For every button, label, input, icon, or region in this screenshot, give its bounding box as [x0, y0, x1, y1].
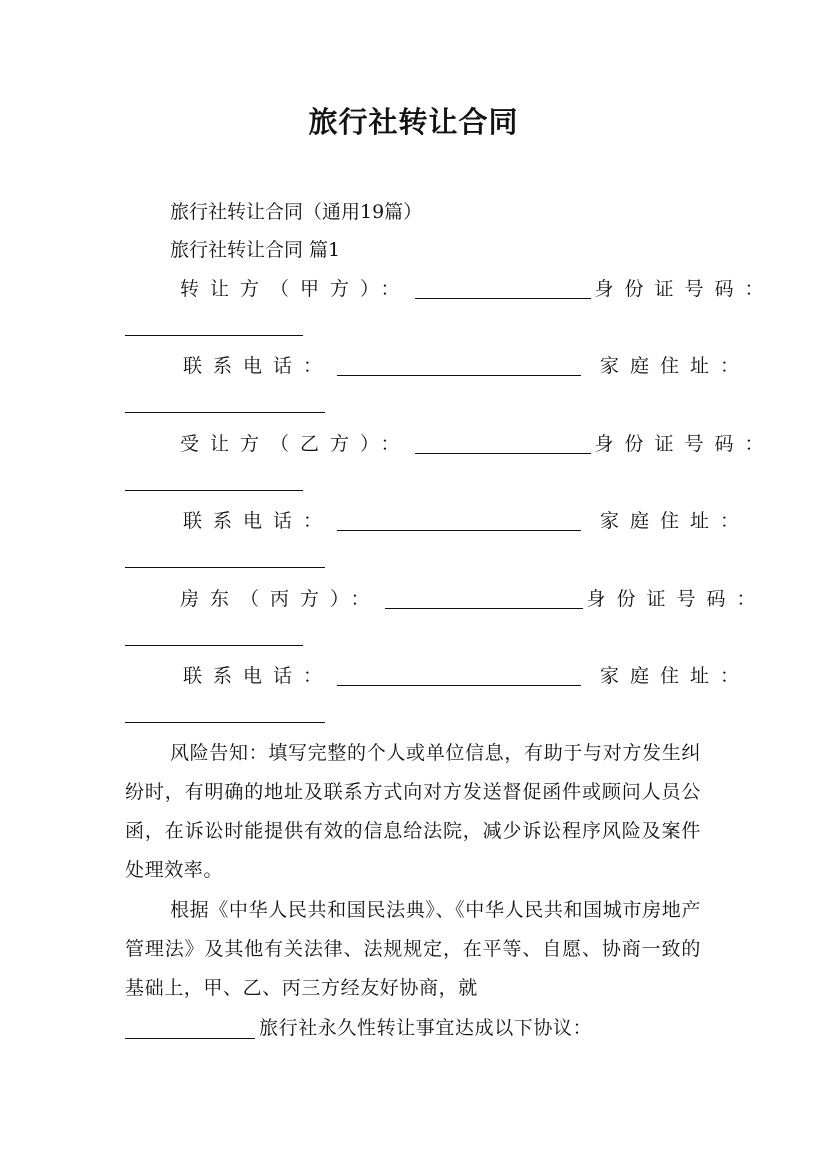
party-b-contact-row: [125, 506, 750, 536]
party-c-contact-row: [125, 661, 750, 691]
section-heading: 旅行社转让合同 篇1: [170, 239, 341, 261]
party-c-phone-blank[interactable]: [337, 663, 581, 686]
party-c-address-blank[interactable]: [125, 721, 325, 723]
party-b-address-blank[interactable]: [125, 566, 325, 568]
party-a-id-label: 身份证号码：: [594, 278, 775, 300]
party-a-id-blank[interactable]: [125, 334, 303, 336]
agency-name-blank[interactable]: [125, 1037, 255, 1039]
party-b-id-row: [125, 429, 775, 459]
party-a-address-blank[interactable]: [125, 411, 325, 413]
party-c-phone-label: 联系电话：: [183, 665, 334, 687]
party-c-id-label: 身份证号码：: [586, 588, 767, 610]
party-b-phone-blank[interactable]: [337, 508, 581, 531]
document-subtitle: 旅行社转让合同（通用19篇）: [170, 201, 423, 223]
party-c-id-row: [125, 584, 767, 614]
risk-notice-paragraph: 风险告知：填写完整的个人或单位信息，有助于与对方发生纠纷时，有明确的地址及联系方式向对方发送督促函件或顾问人员公函，在诉讼时能提供有效的信息给法院，减少诉讼程序风险及案件处理效率。: [125, 742, 701, 881]
party-a-name-blank[interactable]: [415, 276, 591, 299]
party-c-id-blank[interactable]: [125, 644, 303, 646]
party-b-id-label: 身份证号码：: [594, 433, 775, 455]
party-c-name-blank[interactable]: [385, 586, 583, 609]
basis-paragraph: 根据《中华人民共和国民法典》、《中华人民共和国城市房地产管理法》及其他有关法律、法规规定，在平等、自愿、协商一致的基础上，甲、乙、丙三方经友好协商，就: [125, 899, 701, 999]
party-a-label: 转让方（甲方）：: [180, 278, 411, 300]
party-b-id-blank[interactable]: [125, 489, 303, 491]
party-c-address-label: 家庭住址：: [599, 665, 750, 687]
party-b-address-label: 家庭住址：: [599, 510, 750, 532]
party-b-label: 受让方（乙方）：: [180, 433, 411, 455]
basis-tail: 旅行社永久性转让事宜达成以下协议：: [259, 1017, 593, 1039]
party-a-id-row: [125, 274, 775, 304]
party-b-name-blank[interactable]: [415, 431, 591, 454]
party-c-label: 房东（丙方）：: [180, 588, 381, 610]
party-b-phone-label: 联系电话：: [183, 510, 334, 532]
party-a-phone-blank[interactable]: [337, 353, 581, 376]
party-a-address-label: 家庭住址：: [599, 355, 750, 377]
party-a-contact-row: [125, 351, 750, 381]
party-a-phone-label: 联系电话：: [183, 355, 334, 377]
document-title: 旅行社转让合同: [308, 105, 519, 139]
